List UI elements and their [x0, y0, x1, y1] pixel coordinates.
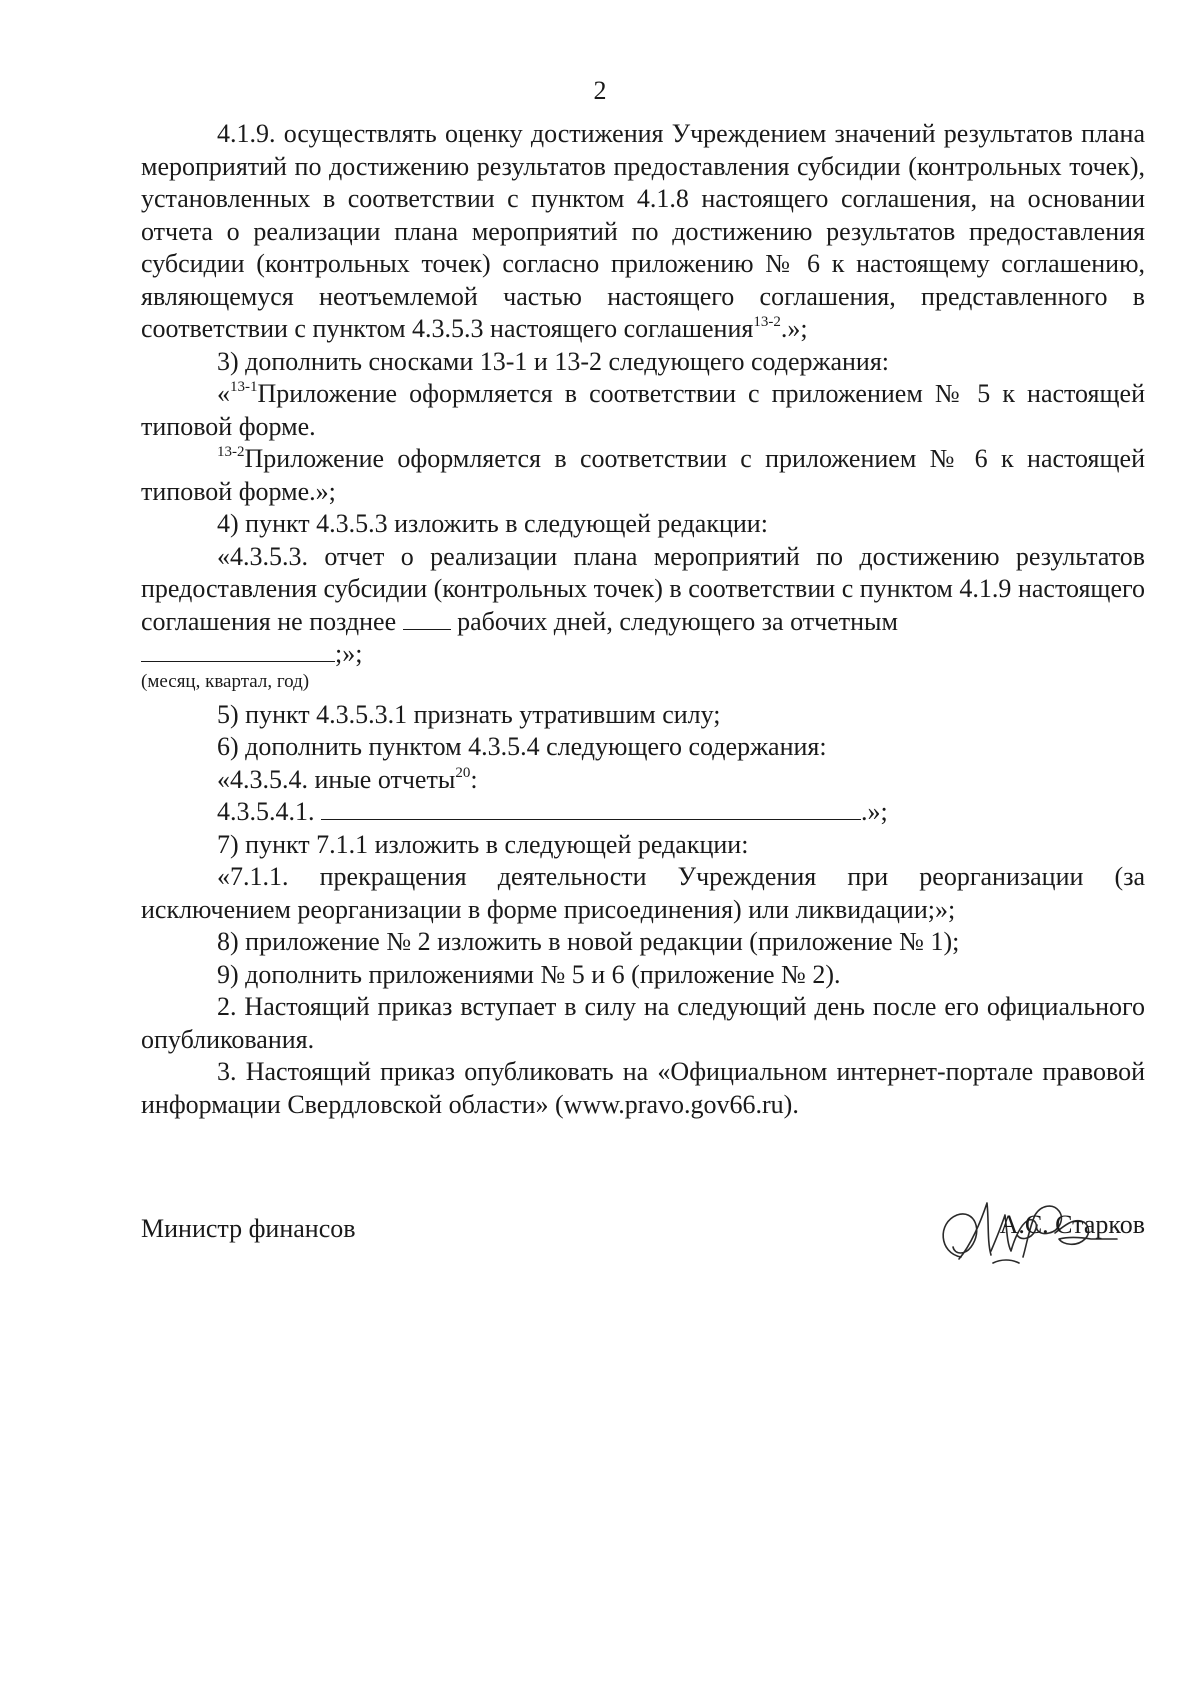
- item-3: 3) дополнить сносками 13-1 и 13-2 следующего содержания:: [217, 346, 890, 376]
- item-4-3-5-3-text-a: «4.3.5.3. отчет о реализации плана мероприятий по достижению результатов предоставления субсидии (контрольных точек) в соответствии с пунктом 4.1.9 настоящего соглашения не позднее: [141, 541, 1145, 636]
- footnote-ref-20: 20: [455, 764, 471, 781]
- item-4-3-5-3: [141, 541, 1145, 671]
- item-4-3-5-4: [141, 764, 1145, 797]
- footnote-13-2-text: Приложение оформляется в соответствии с приложением № 6 к настоящей типовой форме.»;: [141, 444, 1145, 506]
- item-6: 6) дополнить пунктом 4.3.5.4 следующего содержания:: [217, 732, 827, 761]
- item-4-3-5-4-end: :: [470, 764, 478, 794]
- item-7: 7) пункт 7.1.1 изложить в следующей редакции:: [217, 829, 749, 859]
- footnote-ref-13-2: 13-2: [753, 314, 781, 330]
- period-blank-line: [141, 639, 335, 662]
- other-reports-blank-line: [321, 797, 861, 820]
- item-9: 9) дополнить приложениями № 5 и 6 (приложение № 2).: [217, 959, 841, 989]
- signatory-name: А.С. Старков: [999, 1210, 1145, 1239]
- document-body: [141, 118, 1145, 1121]
- item-4-3-5-3-text-b: рабочих дней, следующего за отчетным: [457, 606, 898, 636]
- footnote-13-1-open-quote: «: [217, 379, 230, 408]
- period-hint: (месяц, квартал, год): [141, 670, 310, 692]
- item-4-3-5-3-text-c: ;»;: [335, 639, 363, 668]
- item-4-1-9-end: .»;: [780, 314, 808, 343]
- days-blank-line: [403, 607, 451, 630]
- paragraph-3: 3. Настоящий приказ опубликовать на «Официальном интернет-портале правовой информации Свердловской области» (www.pravo.gov66.ru).: [141, 1057, 1145, 1119]
- item-4: 4) пункт 4.3.5.3 изложить в следующей редакции:: [217, 509, 768, 538]
- page-number: 2: [593, 76, 607, 105]
- item-4-3-5-4-1: [141, 796, 1145, 829]
- paragraph-2: 2. Настоящий приказ вступает в силу на следующий день после его официального опубликования.: [141, 992, 1145, 1054]
- item-4-1-9-text: 4.1.9. осуществлять оценку достижения Учреждением значений результатов плана мероприятий по достижению результатов предоставления субсидии (контрольных точек), установленных в соответствии с пунктом 4.1.8 настоящего соглашения, на основании отчета о реализации плана мероприятий по достижению результатов предоставления субсидии (контрольных точек) согласно приложению № 6 к настоящему соглашению, являющемуся неотъемлемой частью настоящего соглашения, представленного в соответствии с пунктом 4.3.5.3 настоящего соглашения: [141, 119, 1145, 343]
- item-4-3-5-4-1-end: .»;: [861, 797, 888, 826]
- signatory-title: Министр финансов: [141, 1214, 356, 1243]
- item-5: 5) пункт 4.3.5.3.1 признать утратившим силу;: [217, 699, 721, 729]
- item-4-3-5-4-text: «4.3.5.4. иные отчеты: [217, 764, 456, 794]
- item-4-3-5-4-1-text: 4.3.5.4.1.: [217, 797, 315, 826]
- footnote-13-2-mark: 13-2: [217, 444, 245, 460]
- footnote-13-1: [141, 378, 1145, 443]
- footnote-13-2: [141, 443, 1145, 508]
- footnote-13-1-text: Приложение оформляется в соответствии с приложением № 5 к настоящей типовой форме.: [141, 379, 1145, 441]
- signature-block: [141, 1205, 1145, 1265]
- item-7-1-1: «7.1.1. прекращения деятельности Учреждения при реорганизации (за исключением реорганизации в форме присоединения) или ликвидации;»;: [141, 862, 1145, 924]
- footnote-13-1-mark: 13-1: [230, 379, 258, 395]
- item-8: 8) приложение № 2 изложить в новой редакции (приложение № 1);: [217, 927, 960, 956]
- item-4-1-9: [141, 118, 1145, 346]
